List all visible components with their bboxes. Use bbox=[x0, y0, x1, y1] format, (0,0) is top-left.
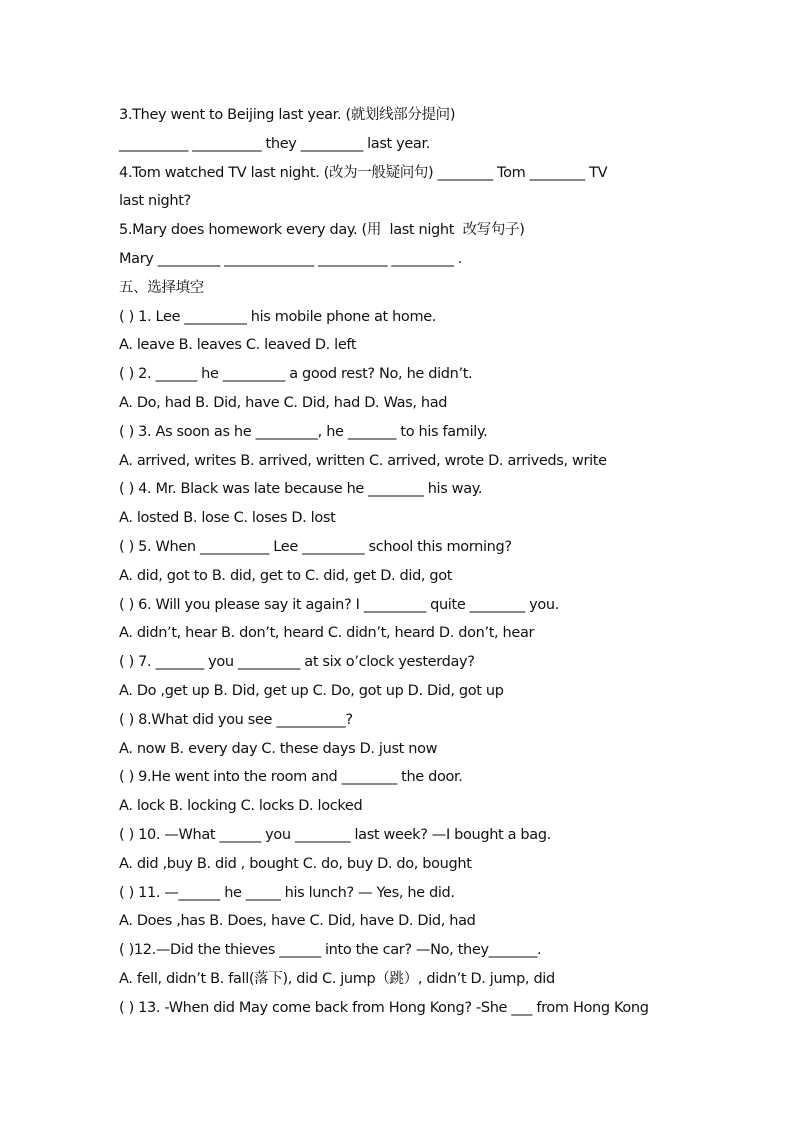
mc-question-8: ( ) 8.What did you see __________? bbox=[119, 711, 353, 728]
mc-options-6: A. didn’t, hear B. don’t, heard C. didn’t, heard D. don’t, hear bbox=[119, 625, 535, 642]
question-3: 3.They went to Beijing last year. (就划线部分提问) bbox=[119, 107, 456, 123]
question-5: 5.Mary does homework every day. (用 last night 改写句子) bbox=[119, 222, 525, 239]
mc-options-4: A. losted B. lose C. loses D. lost bbox=[119, 510, 336, 527]
mc-question-7: ( ) 7. _______ you _________ at six o’clock yesterday? bbox=[119, 654, 475, 671]
worksheet-page bbox=[119, 101, 679, 1023]
section-heading: 五、选择填空 bbox=[119, 279, 204, 296]
mc-question-6: ( ) 6. Will you please say it again? I _________ quite ________ you. bbox=[119, 596, 559, 613]
mc-options-7: A. Do ,get up B. Did, get up C. Do, got up D. Did, got up bbox=[119, 682, 504, 699]
mc-options-12: A. fell, didn’t B. fall(落下), did C. jump（跳）, didn’t D. jump, did bbox=[119, 970, 555, 987]
mc-options-8: A. now B. every day C. these days D. just now bbox=[119, 740, 438, 757]
mc-question-9: ( ) 9.He went into the room and ________ the door. bbox=[119, 769, 463, 786]
mc-question-2: ( ) 2. ______ he _________ a good rest? No, he didn’t. bbox=[119, 366, 473, 383]
mc-options-3: A. arrived, writes B. arrived, written C. arrived, wrote D. arriveds, write bbox=[119, 452, 607, 469]
mc-question-3: ( ) 3. As soon as he _________, he _______ to his family. bbox=[119, 423, 488, 440]
mc-question-10: ( ) 10. —What ______ you ________ last week? —I bought a bag. bbox=[119, 826, 551, 843]
answer-line-3: __________ __________ they _________ last year. bbox=[119, 135, 431, 152]
mc-options-9: A. lock B. locking C. locks D. locked bbox=[119, 798, 363, 815]
question-4-continued: last night? bbox=[119, 193, 191, 210]
mc-options-5: A. did, got to B. did, get to C. did, get D. did, got bbox=[119, 567, 453, 584]
answer-line-5: Mary _________ _____________ __________ _________ . bbox=[119, 250, 462, 267]
mc-question-12: ( )12.—Did the thieves ______ into the car? —No, they_______. bbox=[119, 942, 542, 959]
mc-question-5: ( ) 5. When __________ Lee _________ school this morning? bbox=[119, 538, 512, 555]
mc-options-11: A. Does ,has B. Does, have C. Did, have D. Did, had bbox=[119, 913, 476, 930]
mc-options-2: A. Do, had B. Did, have C. Did, had D. Was, had bbox=[119, 394, 448, 411]
mc-options-1: A. leave B. leaves C. leaved D. left bbox=[119, 337, 357, 354]
mc-question-13: ( ) 13. -When did May come back from Hong Kong? -She ___ from Hong Kong bbox=[119, 999, 649, 1016]
mc-options-10: A. did ,buy B. did , bought C. do, buy D. do, bought bbox=[119, 855, 472, 872]
question-4: 4.Tom watched TV last night. (改为一般疑问句) ________ Tom ________ TV bbox=[119, 164, 608, 181]
mc-question-4: ( ) 4. Mr. Black was late because he ________ his way. bbox=[119, 481, 483, 498]
mc-question-11: ( ) 11. —______ he _____ his lunch? — Yes, he did. bbox=[119, 884, 455, 901]
mc-question-1: ( ) 1. Lee _________ his mobile phone at home. bbox=[119, 308, 437, 325]
